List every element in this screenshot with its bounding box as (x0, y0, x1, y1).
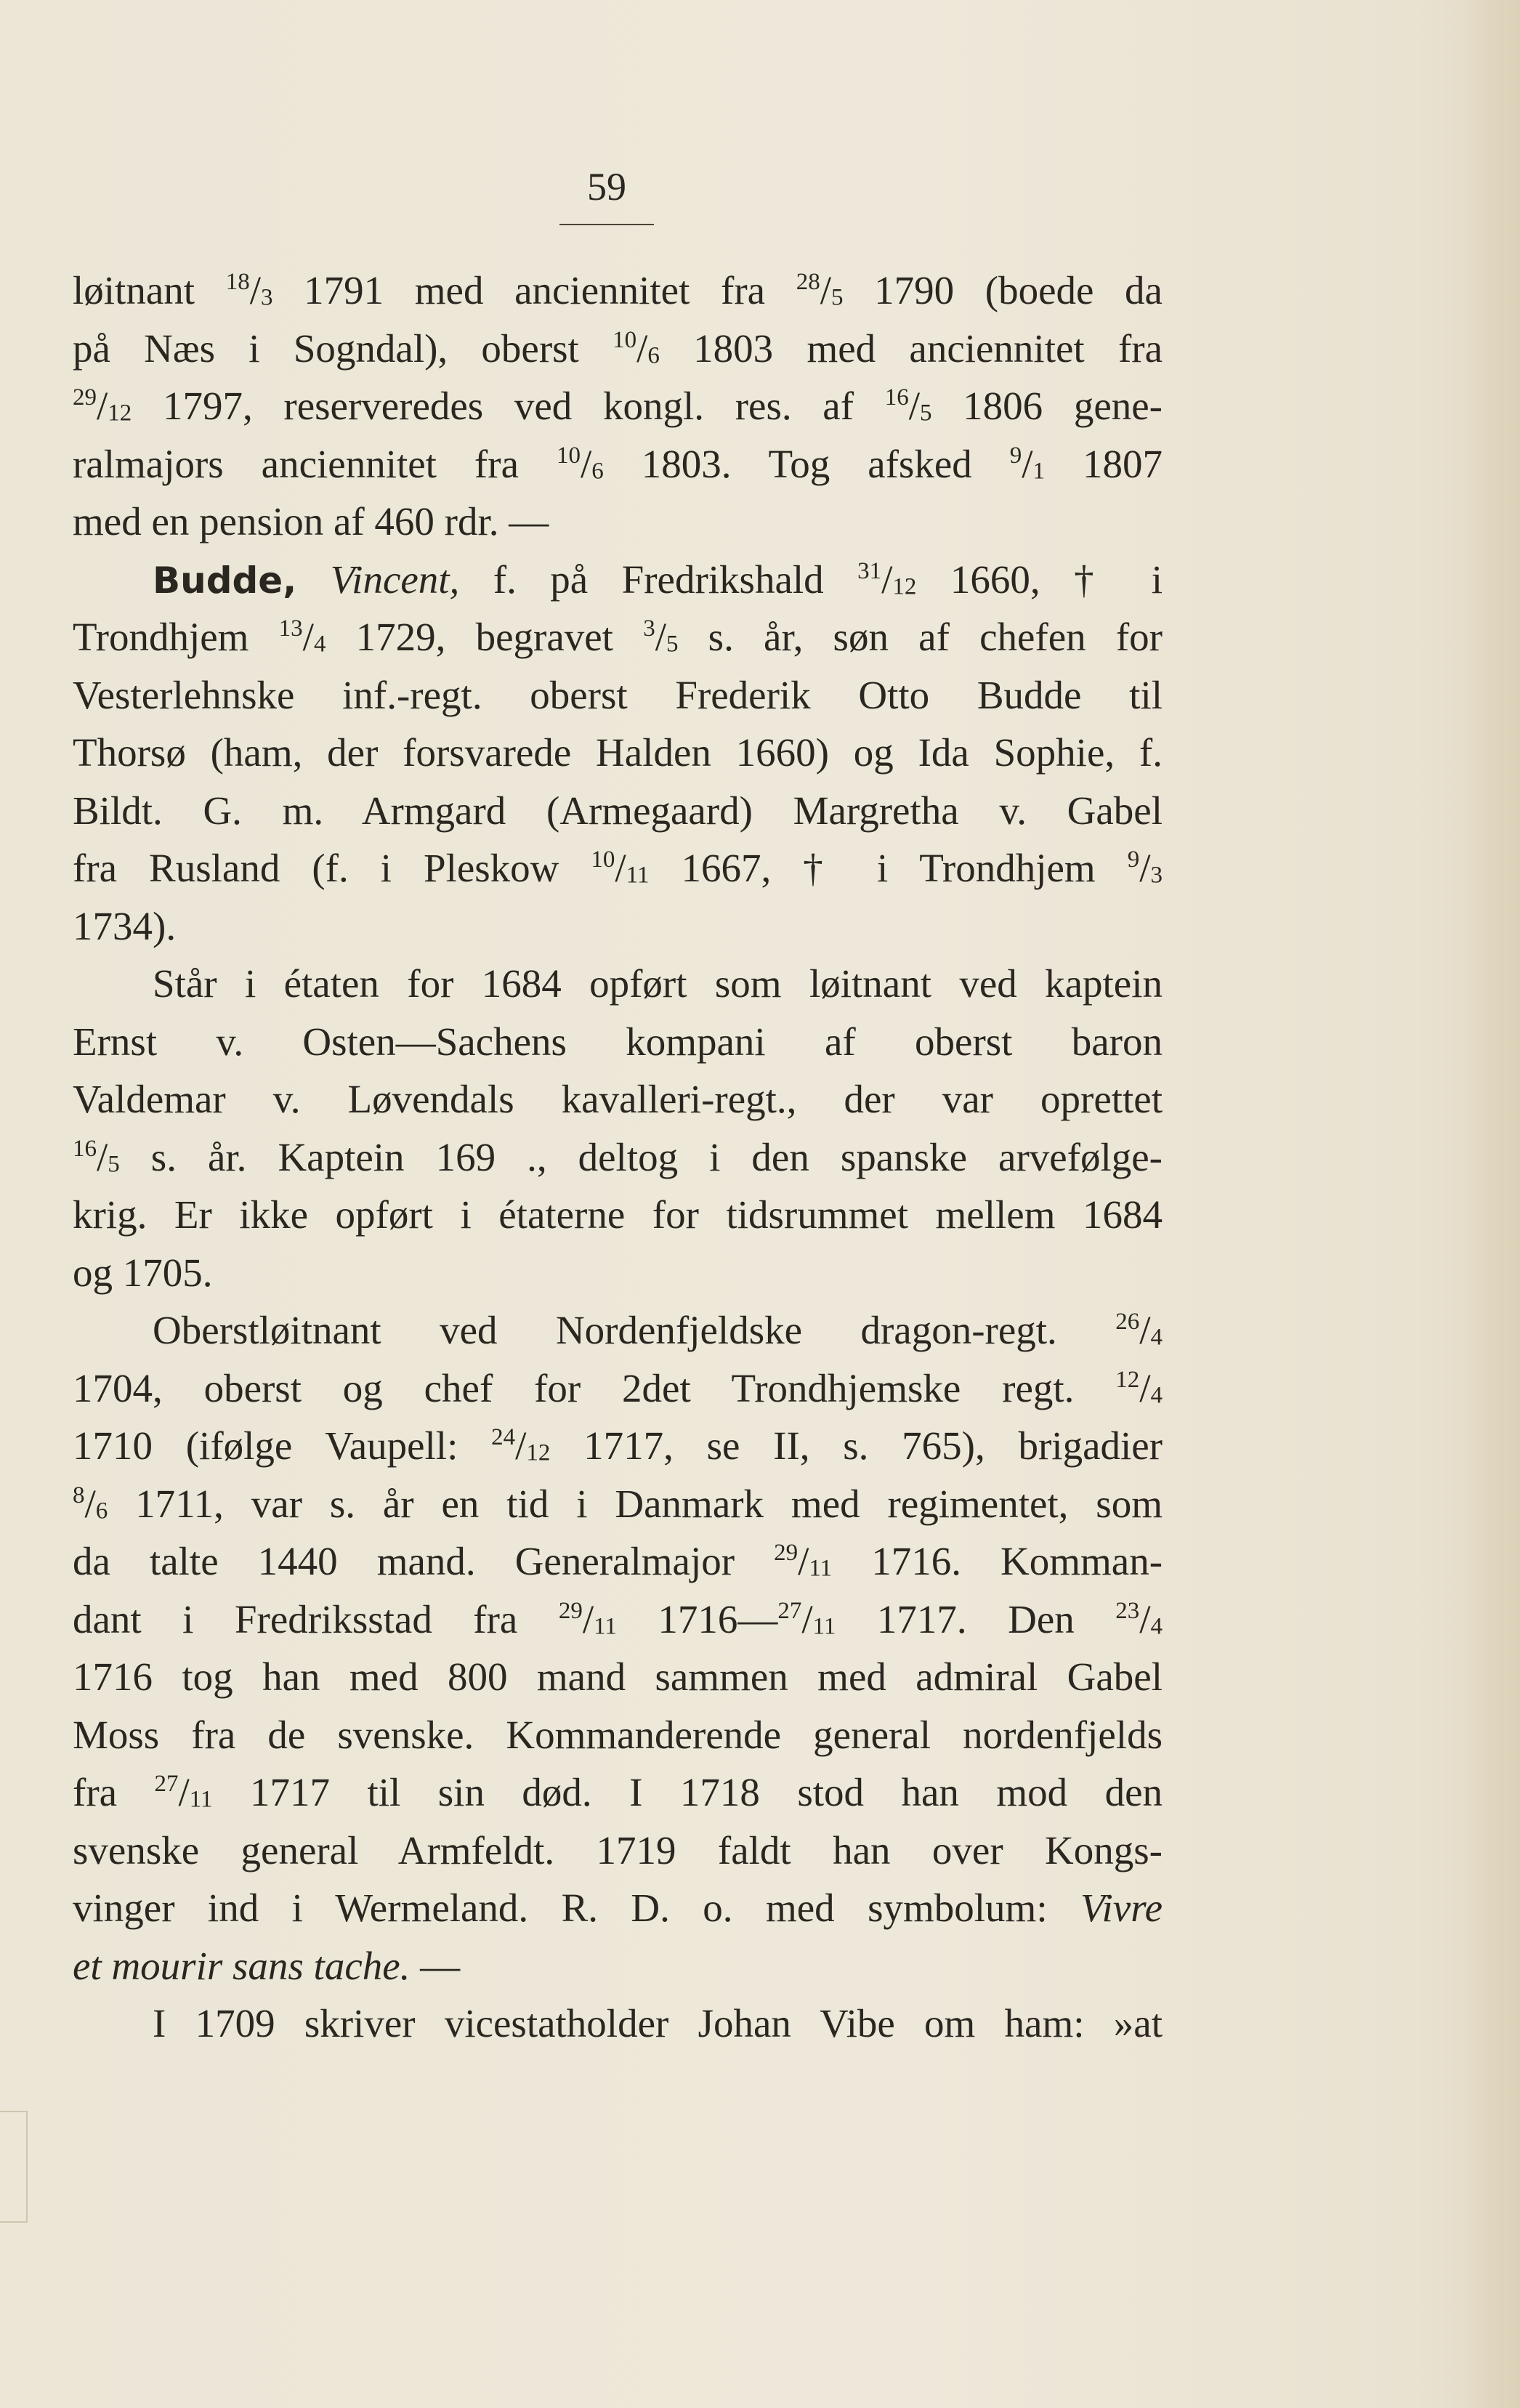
text-line: krig. Er ikke opført i étaterne for tidsrummet mellem 1684 (73, 1192, 1163, 1237)
text-line: løitnant $^{18}/_3$ 1791 med anciennitet fra $^{28}/_5$ 1790 (boede da (73, 268, 1163, 312)
text-line: svenske general Armfeldt. 1719 faldt han over Kongs- (73, 1827, 1163, 1872)
page-number: 59 (587, 165, 626, 209)
text-line: og 1705. (73, 1250, 213, 1295)
page-number-underline (559, 224, 654, 225)
body-text (73, 262, 1163, 2053)
text-line: dant i Fredriksstad fra $^{29}/_{11}$ $1716—^{27}/_{11}$ 1717. Den $^{23}/_4$ (73, 1596, 1163, 1641)
text-line: fra Rusland (f. i Pleskow $^{10}/_{11}$ 1667, † i Trondhjem $^9/_3$ (73, 846, 1163, 890)
text-line: $^{16}/_5$ s. år. Kaptein 169 ., deltog i den spanske arvefølge- (73, 1134, 1163, 1179)
entry-given-name: Vincent, (330, 557, 460, 602)
text-line: Ernst v. Osten—Sachens kompani af oberst baron (73, 1019, 1163, 1064)
text-line: Oberstløitnant ved Nordenfjeldske dragon-regt. $^{26}/_4$ (153, 1308, 1163, 1352)
text-line: Valdemar v. Løvendals kavalleri-regt., der var oprettet (73, 1077, 1163, 1121)
text-line: da talte 1440 mand. Generalmajor $^{29}/_{11}$ 1716. Komman- (73, 1539, 1163, 1583)
text-line: 1734). (73, 903, 177, 948)
text-line: $^{29}/_{12}$ 1797, reserveredes ved kongl. res. af $^{16}/_5$ 1806 gene- (73, 384, 1163, 428)
text-line: fra $^{27}/_{11}$ 1717 til sin død. I 1718 stod han mod den (73, 1770, 1163, 1814)
text-line: 1716 tog han med 800 mand sammen med admiral Gabel (73, 1655, 1163, 1699)
text-line: vinger ind i Wermeland. R. D. o. med symbolum: Vivre (73, 1886, 1163, 1930)
text-line: Vesterlehnske inf.-regt. oberst Frederik Otto Budde til (73, 672, 1163, 717)
text-line: Thorsø (ham, der forsvarede Halden 1660) og Ida Sophie, f. (73, 730, 1163, 775)
page-edge-shadow (1462, 0, 1520, 2408)
text-line: Trondhjem $^{13}/_4$ 1729, begravet $^3/_5$ s. år, søn af chefen for (73, 615, 1163, 659)
text-line: I 1709 skriver vicestatholder Johan Vibe om ham: »at (153, 2001, 1163, 2045)
text-line: Moss fra de svenske. Kommanderende general nordenfjelds (73, 1712, 1163, 1757)
text-line: $^8/_6$ 1711, var s. år en tid i Danmark med regimentet, som (73, 1481, 1163, 1526)
text-line: 1704, oberst og chef for 2det Trondhjemske regt. $^{12}/_4$ (73, 1365, 1163, 1410)
entry-name: Budde, (153, 559, 297, 602)
text-line: 1710 (ifølge Vaupell: $^{24}/_{12}$ 1717, se II, s. 765), brigadier (73, 1423, 1163, 1468)
text-line: ralmajors anciennitet fra $^{10}/_6$ 1803. Tog afsked $^9/_1$ 1807 (73, 441, 1163, 486)
text-line: Bildt. G. m. Armgard (Armegaard) Margretha v. Gabel (73, 788, 1163, 833)
text-line: på Næs i Sogndal), oberst $^{10}/_6$ 1803 med anciennitet fra (73, 326, 1163, 371)
text-line: et mourir sans tache. — (73, 1943, 461, 1988)
text-line: med en pension af 460 rdr. — (73, 499, 549, 544)
text-line: Står i étaten for 1684 opført som løitnant ved kaptein (153, 961, 1163, 1006)
text-line: Budde, Vincent, f. på Fredrikshald $^{31}/_{12}$ 1660, † i (153, 557, 1163, 602)
margin-bracket-mark (0, 2111, 28, 2223)
